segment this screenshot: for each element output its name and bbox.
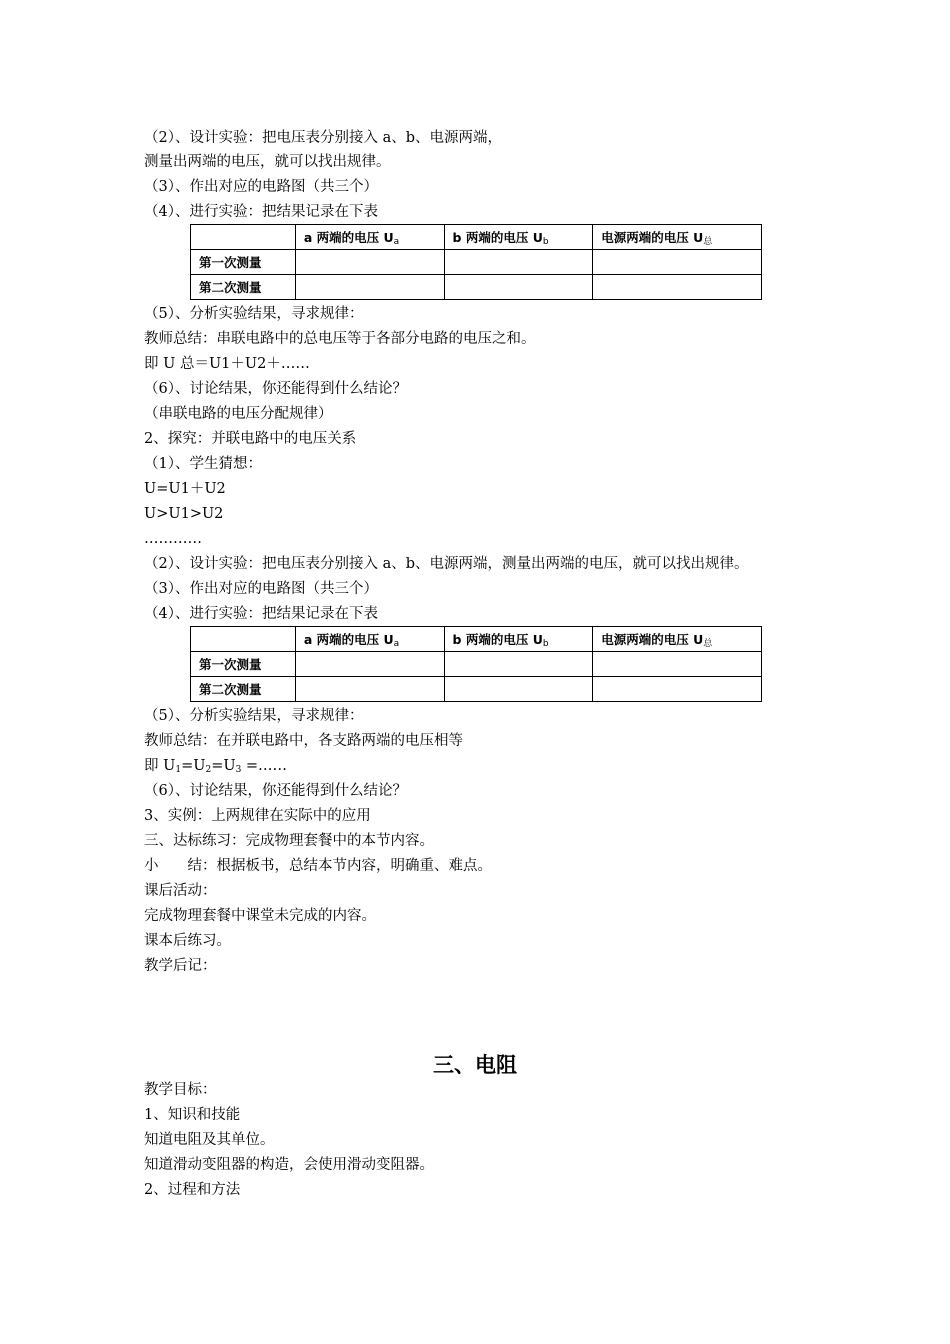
text-line: （5）、分析实验结果，寻求规律： <box>144 306 364 322</box>
text-line: 2、过程和方法 <box>144 1182 241 1198</box>
text-line: 教学目标： <box>144 1082 217 1098</box>
row-label: 第二次测量 <box>191 677 296 702</box>
table-cell <box>444 652 593 677</box>
table-cell <box>593 275 762 300</box>
table-header-cell: 电源两端的电压 $U_总$ <box>593 627 762 652</box>
text-line: （4）、进行实验：把结果记录在下表 <box>144 606 378 622</box>
table-cell <box>444 250 593 275</box>
formula-line: 即 $U_1=U_2=U_3$ =…… <box>144 758 288 775</box>
table-row <box>191 250 762 275</box>
text-line: （4）、进行实验：把结果记录在下表 <box>144 204 378 220</box>
text-line: 知道滑动变阻器的构造，会使用滑动变阻器。 <box>144 1157 434 1173</box>
table-header-row <box>191 225 762 250</box>
text-line: 3、实例：上两规律在实际中的应用 <box>144 808 371 824</box>
text-line: （6）、讨论结果，你还能得到什么结论？ <box>144 783 407 799</box>
text-line: （1）、学生猜想： <box>144 456 262 472</box>
table-cell <box>191 225 296 250</box>
text-line: （6）、讨论结果，你还能得到什么结论？ <box>144 381 407 397</box>
table-cell <box>191 627 296 652</box>
table-header-cell: a 两端的电压 $U_a$ <box>295 225 444 250</box>
text-line: U=U1＋U2 <box>144 481 226 497</box>
text-line: U>U1>U2 <box>144 506 224 522</box>
text-line: （2）、设计实验：把电压表分别接入 a、b、电源两端， <box>144 130 503 146</box>
text-line: 课后活动： <box>144 883 217 899</box>
text-line: 完成物理套餐中课堂未完成的内容。 <box>144 908 376 924</box>
text-line: 小 结：根据板书，总结本节内容，明确重、难点。 <box>144 858 492 874</box>
text-line: （3）、作出对应的电路图（共三个） <box>144 581 378 597</box>
text-line: （3）、作出对应的电路图（共三个） <box>144 179 378 195</box>
text-line: 即 U 总＝U1＋U2＋…… <box>144 356 310 372</box>
table-header-cell: b 两端的电压 $U_b$ <box>444 627 593 652</box>
text-line: 课本后练习。 <box>144 933 231 949</box>
text-line: （5）、分析实验结果，寻求规律： <box>144 708 364 724</box>
text-line: （串联电路的电压分配规律） <box>144 406 333 422</box>
table-cell <box>593 652 762 677</box>
table-cell <box>295 652 444 677</box>
text-line: （2）、设计实验：把电压表分别接入 a、b、电源两端，测量出两端的电压，就可以找出规律。 <box>144 556 749 572</box>
text-line: ………… <box>144 531 202 547</box>
table-header-cell: 电源两端的电压 $U_总$ <box>593 225 762 250</box>
table-cell <box>295 677 444 702</box>
table-header-row <box>191 627 762 652</box>
table-cell <box>444 677 593 702</box>
table-row <box>191 677 762 702</box>
text-line: 教师总结：串联电路中的总电压等于各部分电路的电压之和。 <box>144 331 536 347</box>
table-row <box>191 652 762 677</box>
table-header-cell: a 两端的电压 $U_a$ <box>295 627 444 652</box>
text-line: 测量出两端的电压，就可以找出规律。 <box>144 154 391 170</box>
text-line: 教学后记： <box>144 958 217 974</box>
table-cell <box>444 275 593 300</box>
text-line: 2、探究：并联电路中的电压关系 <box>144 431 357 447</box>
table-cell <box>593 250 762 275</box>
results-table-parallel <box>190 626 762 702</box>
row-label: 第二次测量 <box>191 275 296 300</box>
text-line: 知道电阻及其单位。 <box>144 1132 275 1148</box>
table-cell <box>295 250 444 275</box>
table-cell <box>295 275 444 300</box>
table-row <box>191 275 762 300</box>
row-label: 第一次测量 <box>191 652 296 677</box>
table-header-cell: b 两端的电压 $U_b$ <box>444 225 593 250</box>
row-label: 第一次测量 <box>191 250 296 275</box>
text-line: 1、知识和技能 <box>144 1107 241 1123</box>
section-title: 三、电阻 <box>433 1052 517 1077</box>
table-cell <box>593 677 762 702</box>
results-table-series <box>190 224 762 300</box>
text-line: 教师总结：在并联电路中，各支路两端的电压相等 <box>144 733 463 749</box>
text-line: 三、达标练习：完成物理套餐中的本节内容。 <box>144 833 434 849</box>
